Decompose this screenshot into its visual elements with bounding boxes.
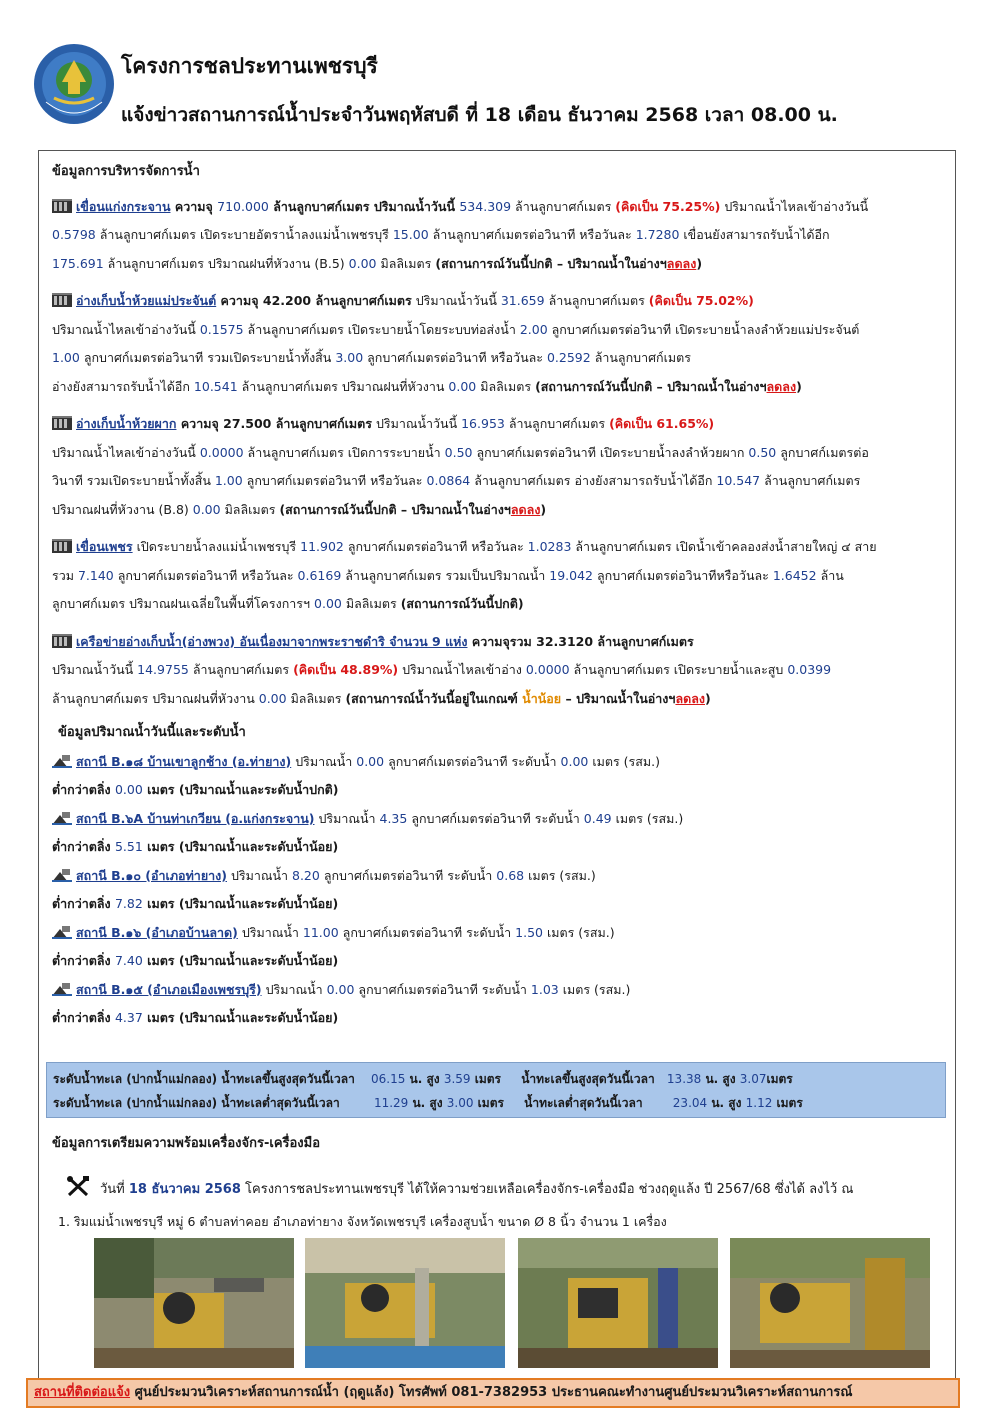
level-value: 1.03	[530, 981, 559, 997]
machinery-title: ข้อมูลการเตรียมความพร้อมเครื่องจักร-เครื่องมือ	[52, 1136, 321, 1151]
machinery-description	[100, 1178, 853, 1199]
report-subtitle: แจ้งข่าวสถานการณ์น้ำประจำวันพฤหัสบดี ที่ 18 เดือน ธันวาคม 2568 เวลา 08.00 น.	[121, 104, 838, 126]
text: ล้านลูกบาศก์เมตร	[511, 198, 616, 214]
project-title: โครงการชลประทานเพชรบุรี	[121, 54, 378, 78]
inflow-value: 0.0000	[199, 444, 244, 460]
text: รวม	[52, 567, 78, 583]
text: เมตร	[772, 1096, 803, 1110]
text: ลูกบาศก์เมตรต่อ	[776, 444, 869, 460]
text: เปิดระบายน้ำลงแม่น้ำเพชรบุรี	[132, 539, 301, 554]
date-value: 18 ธันวาคม 2568	[128, 1182, 241, 1197]
text: ล้านลูกบาศก์เมตร	[188, 662, 294, 677]
reservoir-block-mae-prachan	[52, 287, 948, 401]
reservoir-network-block	[52, 628, 948, 714]
text: ลูกบาศก์เมตรต่อวินาที ระดับน้ำ	[354, 981, 531, 997]
release-value: 0.50	[444, 444, 473, 460]
remaining-capacity-value: 175.691	[52, 255, 104, 271]
text: น. สูง	[701, 1072, 740, 1086]
text: ล้าน	[816, 567, 844, 583]
tide-label: น้ำทะเลต่ำสุดวันนี้เวลา	[524, 1096, 643, 1110]
reservoir-block-huai-phak	[52, 410, 948, 524]
dam-name-link[interactable]: เขื่อนเพชร	[76, 539, 133, 554]
dam-icon	[52, 634, 72, 648]
status-text: (สถานการณ์วันนี้ปกติ – ปริมาณน้ำในอ่างฯ	[535, 378, 767, 394]
tide-high-row	[53, 1070, 793, 1089]
daily-release-value: 0.2592	[546, 350, 591, 365]
contact-text: ศูนย์ประมวนวิเคราะห์สถานการณ์น้ำ (ฤดูแล้ง) โทรศัพท์ 081-7382953 ประธานคณะทำงานศูนย์ประมวนวิเคราะห์สถานการณ์	[130, 1385, 853, 1400]
station-link[interactable]: สถานี B.๑๖ (อำเภอบ้านลาด)	[76, 924, 238, 940]
trend-text: ลดลง	[666, 255, 697, 271]
pump-photo-2	[305, 1238, 505, 1368]
text: ลูกบาศก์เมตรต่อวินาที รวมเปิดระบายน้ำทั้งสิ้น	[79, 350, 336, 365]
text: ล้านลูกบาศก์เมตร	[590, 350, 691, 365]
rainfall-value: 0.00	[348, 255, 377, 271]
below-bank-value: 7.82	[114, 896, 143, 911]
text: ปริมาณน้ำไหลเข้าอ่างวันนี้	[720, 198, 869, 214]
dam-icon	[52, 199, 72, 213]
status-text: เมตร (ปริมาณน้ำและระดับน้ำปกติ)	[142, 782, 339, 797]
text: ล้านลูกบาศก์เมตร เปิดน้ำเข้าคลองส่งน้ำสายใหญ่ ๔ สาย	[571, 539, 877, 554]
flow-value: 4.35	[379, 810, 408, 826]
text: ต่ำกว่าตลิ่ง	[52, 1010, 115, 1025]
canal-daily-value: 0.6169	[297, 567, 342, 583]
percent-value: (คิดเป็น 75.25%)	[615, 198, 721, 214]
text: ปริมาณน้ำวันนี้	[411, 293, 501, 308]
text: ปริมาณน้ำ	[314, 810, 380, 826]
dam-icon	[52, 416, 72, 430]
percent-value: (คิดเป็น 48.89%)	[293, 662, 399, 677]
below-bank-value: 5.51	[114, 839, 143, 854]
text: เมตร (รสม.)	[558, 981, 631, 997]
text: ล้านลูกบาศก์เมตร เปิดระบายอัตราน้ำลงแม่น้ำเพชรบุรี	[95, 227, 393, 242]
pump-photo-3	[518, 1238, 718, 1368]
tide-height: 3.00	[446, 1096, 474, 1110]
trend-text: ลดลง	[675, 690, 705, 706]
pump-photo-4	[730, 1238, 930, 1368]
status-text: เมตร (ปริมาณน้ำและระดับน้ำน้อย)	[142, 953, 339, 968]
text: ปริมาณน้ำวันนี้	[52, 662, 138, 677]
reservoir-name-link[interactable]: อ่างเก็บน้ำห้วยแม่ประจันต์	[76, 293, 217, 308]
total-release-value: 1.00	[214, 473, 243, 488]
release-value: 15.00	[392, 227, 429, 242]
text: ลูกบาศก์เมตรต่อวินาที หรือวันละ	[113, 567, 298, 583]
station-icon	[52, 983, 72, 996]
station-link[interactable]: สถานี B.๑๕ (อำเภอเมืองเพชรบุรี)	[76, 981, 262, 997]
water-level-section	[52, 719, 948, 1033]
rainfall-value: 0.00	[258, 690, 287, 706]
total-flow-value: 19.042	[549, 567, 594, 583]
text: ปริมาณน้ำไหลเข้าอ่าง	[398, 662, 526, 677]
tide-label: ระดับน้ำทะเล (ปากน้ำแม่กลอง) น้ำทะเลต่ำสุดวันนี้เวลา	[53, 1096, 340, 1110]
text: ต่ำกว่าตลิ่ง	[52, 896, 115, 911]
tide-height: 3.07	[739, 1072, 767, 1086]
flow-value: 0.00	[356, 753, 385, 769]
text: ความจุ 42.200 ล้านลูกบาศก์เมตร	[216, 293, 412, 308]
text: ลูกบาศก์เมตรต่อวินาที ระดับน้ำ	[319, 867, 497, 883]
text: ล้านลูกบาศก์เมตร เปิดการระบายน้ำ	[243, 444, 445, 460]
text: ล้านลูกบาศก์เมตร ปริมาณฝนที่หัวงาน	[237, 378, 449, 394]
text: ล้านลูกบาศก์เมตร ปริมาณน้ำวันนี้	[268, 198, 460, 214]
tide-low-row	[53, 1094, 803, 1113]
dam-icon	[52, 293, 72, 307]
tools-icon	[66, 1175, 90, 1197]
text: เมตร	[473, 1096, 504, 1110]
volume-value: 31.659	[500, 293, 545, 308]
flow-value: 11.00	[302, 924, 339, 940]
text: ปริมาณน้ำ	[291, 753, 357, 769]
text: ล้านลูกบาศก์เมตร เปิดระบายน้ำและสูบ	[569, 662, 788, 677]
level-value: 0.68	[496, 867, 525, 883]
text: )	[704, 690, 711, 706]
text: น. สูง	[408, 1096, 447, 1110]
dam-icon	[52, 539, 72, 553]
level-text: น้ำน้อย	[522, 690, 562, 706]
text: ล้านลูกบาศก์เมตร	[504, 416, 610, 431]
contact-label: สถานที่ติดต่อแจ้ง	[34, 1385, 131, 1400]
text: ล้านลูกบาศก์เมตรต่อวินาที หรือวันละ	[428, 227, 636, 242]
royal-irrigation-department-logo	[32, 42, 116, 126]
flow-value: 8.20	[292, 867, 320, 883]
text: น. สูง	[707, 1096, 746, 1110]
tide-time: 23.04	[672, 1096, 708, 1110]
text: ปริมาณน้ำ	[261, 981, 327, 997]
status-text: (สถานการณ์วันนี้ปกติ)	[400, 596, 524, 611]
text: มิลลิเมตร	[341, 596, 401, 611]
rainfall-value: 0.00	[314, 596, 342, 611]
text: ปริมาณน้ำไหลเข้าอ่างวันนี้	[52, 444, 200, 460]
stream-release-value: 0.50	[748, 444, 777, 460]
total-release-value: 3.00	[335, 350, 364, 365]
dam-block-phet	[52, 533, 948, 619]
station-icon	[52, 869, 72, 882]
text: วินาที รวมเปิดระบายน้ำทั้งสิ้น	[52, 473, 215, 488]
percent-value: (คิดเป็น 61.65%)	[609, 416, 715, 431]
remaining-capacity-value: 10.541	[193, 378, 238, 394]
text: มิลลิเมตร	[220, 501, 280, 517]
status-text: เมตร (ปริมาณน้ำและระดับน้ำน้อย)	[142, 839, 339, 854]
text: ลูกบาศก์เมตรต่อวินาที ระดับน้ำ	[384, 753, 561, 769]
station-link[interactable]: สถานี B.๑๘ บ้านเขาลูกช้าง (อ.ท่ายาง)	[76, 753, 292, 769]
station-link[interactable]: สถานี B.๖A บ้านท่าเกวียน (อ.แก่งกระจาน)	[76, 810, 315, 826]
network-name-link[interactable]: เครือข่ายอ่างเก็บน้ำ(อ่างพวง) อันเนื่องมาจากพระราชดำริ จำนวน 9 แห่ง	[76, 633, 468, 649]
text: ลูกบาศก์เมตรต่อวินาที ระดับน้ำ	[407, 810, 584, 826]
text: ปริมาณน้ำไหลเข้าอ่างวันนี้	[52, 321, 200, 337]
text: มิลลิเมตร	[286, 690, 346, 706]
percent-value: (คิดเป็น 75.02%)	[648, 293, 754, 308]
dam-name-link[interactable]: เขื่อนแก่งกระจาน	[76, 198, 171, 214]
release-value: 0.0399	[787, 662, 832, 677]
daily-release-value: 0.0864	[426, 473, 471, 488]
pump-photo-1	[94, 1238, 294, 1368]
dam-block-kaeng-krachan	[52, 193, 948, 279]
text: ล้านลูกบาศก์เมตร อ่างยังสามารถรับน้ำได้อีก	[470, 473, 717, 488]
text: เมตร (รสม.)	[611, 810, 684, 826]
tide-height: 1.12	[745, 1096, 773, 1110]
trend-text: ลดลง	[766, 378, 797, 394]
text: ปริมาณน้ำ	[226, 867, 292, 883]
text: ต่ำกว่าตลิ่ง	[52, 953, 115, 968]
text: ลูกบาศก์เมตร ปริมาณฝนเฉลี่ยในพื้นที่โครงการฯ	[52, 596, 315, 611]
flow-value: 0.00	[326, 981, 355, 997]
reservoir-name-link[interactable]: อ่างเก็บน้ำห้วยผาก	[76, 416, 177, 431]
status-text: เมตร (ปริมาณน้ำและระดับน้ำน้อย)	[142, 896, 339, 911]
text: ความจุรวม 32.3120 ล้านลูกบาศก์เมตร	[467, 633, 694, 649]
text: ปริมาณน้ำวันนี้	[371, 416, 462, 431]
text: ล้านลูกบาศก์เมตร	[544, 293, 649, 308]
text: ล้านลูกบาศก์เมตร ปริมาณฝนที่หัวงาน	[52, 690, 259, 706]
text: เมตร (รสม.)	[524, 867, 596, 883]
tide-time: 06.15	[371, 1072, 406, 1086]
total-daily-value: 1.6452	[772, 567, 817, 583]
station-icon	[52, 755, 72, 768]
remaining-capacity-value: 10.547	[716, 473, 761, 488]
trend-text: ลดลง	[510, 501, 541, 517]
text: ล้านลูกบาศก์เมตร ปริมาณฝนที่หัวงาน (B.5)	[103, 255, 349, 271]
inflow-value: 0.0000	[525, 662, 570, 677]
text: ลูกบาศก์เมตรต่อวินาที เปิดระบายน้ำลงลำห้วยผาก	[472, 444, 749, 460]
status-text: (สถานการณ์วันนี้ปกติ – ปริมาณน้ำในอ่างฯ	[435, 255, 667, 271]
text: เมตร (รสม.)	[543, 924, 615, 940]
tide-time: 13.38	[666, 1072, 702, 1086]
water-level-title: ข้อมูลปริมาณน้ำวันนี้และระดับน้ำ	[58, 725, 246, 740]
text: ล้านลูกบาศก์เมตร เปิดระบายน้ำโดยระบบท่อส่งน้ำ	[243, 321, 520, 337]
text: ต่ำกว่าตลิ่ง	[52, 839, 115, 854]
text: ลูกบาศก์เมตรต่อวินาที เปิดระบายน้ำลงลำห้วยแม่ประจันต์	[547, 321, 860, 337]
tide-label: น้ำทะเลขึ้นสูงสุดวันนี้เวลา	[521, 1072, 655, 1086]
daily-release-value: 1.7280	[635, 227, 680, 242]
text: ลูกบาศก์เมตรต่อวินาที หรือวันละ	[343, 539, 528, 554]
water-management-title: ข้อมูลการบริหารจัดการน้ำ	[52, 164, 200, 179]
text: อ่างยังสามารถรับน้ำได้อีก	[52, 378, 194, 394]
text: )	[540, 501, 547, 517]
text: เมตร	[470, 1072, 501, 1086]
tide-level-panel	[46, 1062, 946, 1118]
contact-footer	[26, 1378, 960, 1408]
rainfall-value: 0.00	[192, 501, 221, 517]
inflow-value: 0.5798	[52, 227, 96, 242]
text: ปริมาณน้ำ	[237, 924, 303, 940]
tide-time: 11.29	[373, 1096, 409, 1110]
text: ลูกบาศก์เมตรต่อวินาที ระดับน้ำ	[338, 924, 516, 940]
text: ต่ำกว่าตลิ่ง	[52, 782, 115, 797]
station-link[interactable]: สถานี B.๑๐ (อำเภอท่ายาง)	[76, 867, 227, 883]
text: ความจุ	[170, 198, 218, 214]
text: เมตร	[766, 1072, 793, 1086]
pipe-release-value: 2.00	[519, 321, 548, 337]
text: )	[796, 378, 802, 394]
text: โครงการชลประทานเพชรบุรี ได้ให้ความช่วยเหลือเครื่องจักร-เครื่องมือ ช่วงฤดูแล้ง ปี 2567/68 ซึ่งได้ ลงไว้ ณ	[240, 1182, 854, 1197]
tide-label: ระดับน้ำทะเล (ปากน้ำแม่กลอง) น้ำทะเลขึ้นสูงสุดวันนี้เวลา	[53, 1072, 355, 1086]
text: ความจุ 27.500 ล้านลูกบาศก์เมตร	[176, 416, 372, 431]
text: ลูกบาศก์เมตรต่อวินาทีหรือวันละ	[593, 567, 773, 583]
text: )	[696, 255, 703, 271]
status-text: (สถานการณ์วันนี้ปกติ – ปริมาณน้ำในอ่างฯ	[279, 501, 511, 517]
capacity-value: 710.000	[217, 198, 269, 214]
inflow-value: 0.1575	[199, 321, 244, 337]
level-value: 0.49	[583, 810, 612, 826]
below-bank-value: 4.37	[114, 1010, 143, 1025]
text: ล้านลูกบาศก์เมตร	[760, 473, 861, 488]
daily-release-value: 1.0283	[527, 539, 572, 554]
text: เขื่อนยังสามารถรับน้ำได้อีก	[679, 227, 830, 242]
station-icon	[52, 812, 72, 825]
release-value: 11.902	[300, 539, 344, 554]
station-icon	[52, 926, 72, 939]
main-content	[52, 158, 948, 1033]
machinery-location-item: 1. ริมแม่น้ำเพชรบุรี หมู่ 6 ตำบลท่าคอย อำเภอท่ายาง จังหวัดเพชรบุรี เครื่องสูบน้ำ ขนาด Ø 8 นิ้ว จำนวน 1 เครื่อง	[58, 1214, 667, 1229]
below-bank-value: 7.40	[114, 953, 143, 968]
text: ลูกบาศก์เมตรต่อวินาที หรือวันละ	[242, 473, 427, 488]
volume-value: 534.309	[459, 198, 512, 214]
text: ลูกบาศก์เมตรต่อวินาที หรือวันละ	[363, 350, 547, 365]
below-bank-value: 0.00	[114, 782, 143, 797]
tide-height: 3.59	[443, 1072, 471, 1086]
level-value: 0.00	[560, 753, 589, 769]
volume-value: 14.9755	[137, 662, 189, 677]
level-value: 1.50	[515, 924, 543, 940]
text: วันที่	[100, 1182, 129, 1197]
status-text: (สถานการณ์น้ำวันนี้อยู่ในเกณฑ์	[345, 690, 523, 706]
text: มิลลิเมตร	[476, 378, 536, 394]
canal-flow-value: 7.140	[77, 567, 114, 583]
status-text: – ปริมาณน้ำในอ่างฯ	[561, 690, 676, 706]
rainfall-value: 0.00	[448, 378, 477, 394]
text: ล้านลูกบาศก์เมตร รวมเป็นปริมาณน้ำ	[341, 567, 550, 583]
volume-value: 16.953	[461, 416, 505, 431]
text: น. สูง	[405, 1072, 444, 1086]
status-text: เมตร (ปริมาณน้ำและระดับน้ำน้อย)	[142, 1010, 339, 1025]
text: เมตร (รสม.)	[588, 753, 660, 769]
stream-release-value: 1.00	[52, 350, 80, 365]
text: ปริมาณฝนที่หัวงาน (B.8)	[52, 501, 193, 517]
text: มิลลิเมตร	[376, 255, 436, 271]
